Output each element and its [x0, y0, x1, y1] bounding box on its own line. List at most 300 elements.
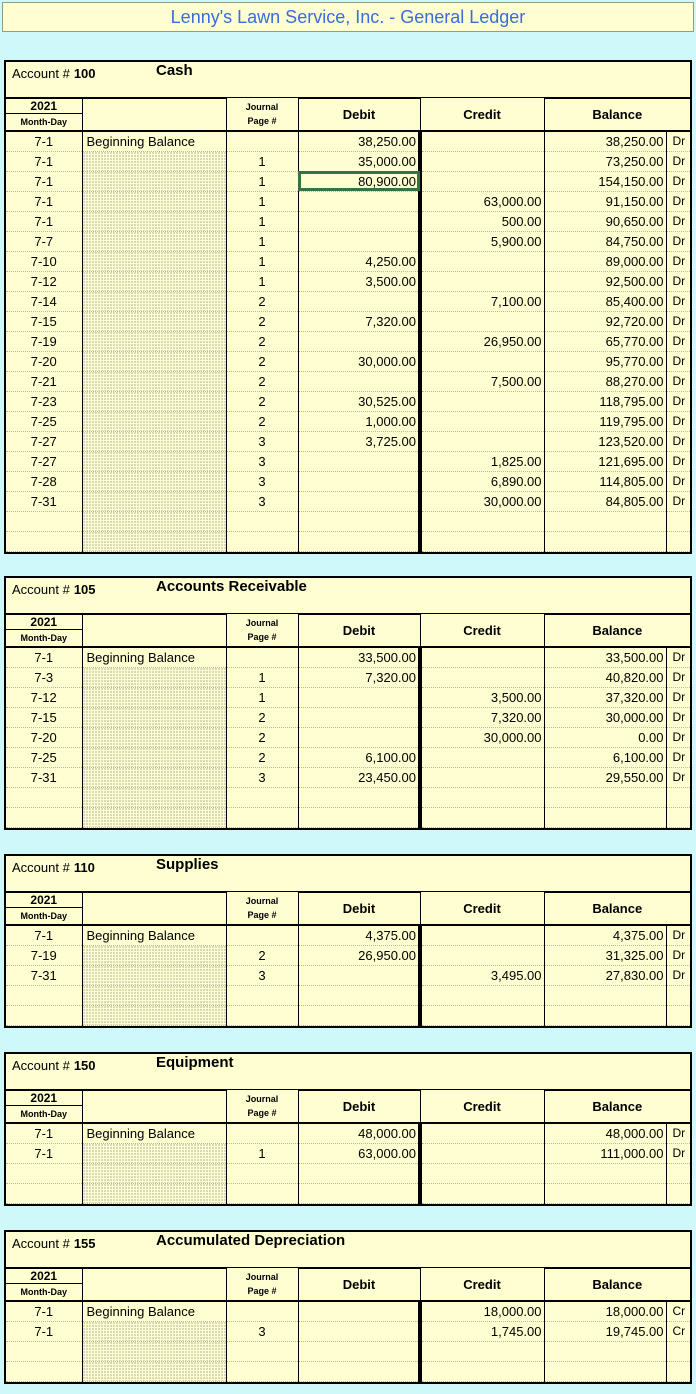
description-cell[interactable] [82, 171, 226, 191]
description-cell[interactable] [82, 985, 226, 1005]
journal-page-cell[interactable]: 3 [226, 431, 298, 451]
date-cell[interactable] [6, 1341, 82, 1361]
debit-cell[interactable] [298, 231, 420, 251]
date-cell[interactable]: 7-1 [6, 1143, 82, 1163]
journal-page-cell[interactable]: 3 [226, 965, 298, 985]
balance-cell[interactable]: 38,250.00 [544, 131, 666, 151]
debit-cell[interactable] [298, 985, 420, 1005]
description-cell[interactable] [82, 807, 226, 827]
journal-page-cell[interactable] [226, 531, 298, 551]
dr-cr-cell[interactable]: Dr [666, 451, 690, 471]
dr-cr-cell[interactable]: Dr [666, 945, 690, 965]
journal-page-cell[interactable]: 2 [226, 291, 298, 311]
balance-cell[interactable]: 111,000.00 [544, 1143, 666, 1163]
description-cell[interactable] [82, 271, 226, 291]
dr-cr-cell[interactable] [666, 531, 690, 551]
dr-cr-cell[interactable]: Dr [666, 491, 690, 511]
description-cell[interactable] [82, 687, 226, 707]
journal-page-cell[interactable] [226, 1183, 298, 1203]
dr-cr-cell[interactable]: Dr [666, 191, 690, 211]
debit-cell[interactable]: 7,320.00 [298, 311, 420, 331]
date-cell[interactable]: 7-25 [6, 411, 82, 431]
description-cell[interactable] [82, 211, 226, 231]
date-cell[interactable]: 7-1 [6, 925, 82, 945]
balance-cell[interactable]: 48,000.00 [544, 1123, 666, 1143]
credit-cell[interactable] [420, 1341, 544, 1361]
journal-page-cell[interactable]: 2 [226, 311, 298, 331]
journal-page-cell[interactable] [226, 1341, 298, 1361]
debit-cell[interactable]: 3,725.00 [298, 431, 420, 451]
credit-cell[interactable]: 3,495.00 [420, 965, 544, 985]
credit-cell[interactable]: 18,000.00 [420, 1301, 544, 1321]
balance-cell[interactable]: 95,770.00 [544, 351, 666, 371]
dr-cr-cell[interactable] [666, 1163, 690, 1183]
date-cell[interactable]: 7-1 [6, 211, 82, 231]
dr-cr-cell[interactable]: Dr [666, 411, 690, 431]
credit-cell[interactable] [420, 391, 544, 411]
credit-cell[interactable] [420, 767, 544, 787]
balance-cell[interactable]: 114,805.00 [544, 471, 666, 491]
date-cell[interactable]: 7-15 [6, 707, 82, 727]
balance-cell[interactable] [544, 1163, 666, 1183]
dr-cr-cell[interactable]: Dr [666, 431, 690, 451]
credit-cell[interactable]: 6,890.00 [420, 471, 544, 491]
date-cell[interactable]: 7-20 [6, 727, 82, 747]
description-cell[interactable] [82, 1143, 226, 1163]
date-cell[interactable]: 7-1 [6, 131, 82, 151]
debit-cell[interactable] [298, 191, 420, 211]
debit-cell[interactable] [298, 331, 420, 351]
journal-page-cell[interactable]: 1 [226, 1143, 298, 1163]
journal-page-cell[interactable]: 1 [226, 171, 298, 191]
description-cell[interactable] [82, 471, 226, 491]
debit-cell[interactable] [298, 787, 420, 807]
description-cell[interactable] [82, 965, 226, 985]
balance-cell[interactable] [544, 1005, 666, 1025]
date-cell[interactable]: 7-14 [6, 291, 82, 311]
balance-cell[interactable]: 119,795.00 [544, 411, 666, 431]
journal-page-cell[interactable]: 1 [226, 667, 298, 687]
date-cell[interactable]: 7-27 [6, 431, 82, 451]
date-cell[interactable] [6, 531, 82, 551]
credit-cell[interactable] [420, 1123, 544, 1143]
debit-cell[interactable]: 26,950.00 [298, 945, 420, 965]
dr-cr-cell[interactable]: Cr [666, 1301, 690, 1321]
balance-cell[interactable] [544, 511, 666, 531]
dr-cr-cell[interactable] [666, 787, 690, 807]
credit-cell[interactable] [420, 1183, 544, 1203]
credit-cell[interactable] [420, 251, 544, 271]
credit-cell[interactable]: 1,825.00 [420, 451, 544, 471]
credit-cell[interactable] [420, 1143, 544, 1163]
dr-cr-cell[interactable] [666, 807, 690, 827]
journal-page-cell[interactable] [226, 925, 298, 945]
credit-cell[interactable]: 500.00 [420, 211, 544, 231]
description-cell[interactable]: Beginning Balance [82, 1123, 226, 1143]
debit-cell[interactable] [298, 531, 420, 551]
credit-cell[interactable] [420, 1361, 544, 1381]
credit-cell[interactable] [420, 647, 544, 667]
dr-cr-cell[interactable]: Dr [666, 925, 690, 945]
dr-cr-cell[interactable]: Dr [666, 231, 690, 251]
journal-page-cell[interactable]: 2 [226, 351, 298, 371]
date-cell[interactable]: 7-21 [6, 371, 82, 391]
date-cell[interactable]: 7-12 [6, 271, 82, 291]
journal-page-cell[interactable] [226, 1301, 298, 1321]
description-cell[interactable] [82, 291, 226, 311]
journal-page-cell[interactable] [226, 1163, 298, 1183]
journal-page-cell[interactable]: 3 [226, 491, 298, 511]
journal-page-cell[interactable]: 1 [226, 191, 298, 211]
description-cell[interactable] [82, 391, 226, 411]
dr-cr-cell[interactable]: Dr [666, 687, 690, 707]
dr-cr-cell[interactable]: Dr [666, 131, 690, 151]
debit-cell[interactable] [298, 1163, 420, 1183]
credit-cell[interactable]: 30,000.00 [420, 491, 544, 511]
journal-page-cell[interactable]: 2 [226, 707, 298, 727]
credit-cell[interactable] [420, 667, 544, 687]
dr-cr-cell[interactable]: Dr [666, 371, 690, 391]
description-cell[interactable] [82, 191, 226, 211]
dr-cr-cell[interactable]: Dr [666, 351, 690, 371]
date-cell[interactable] [6, 807, 82, 827]
dr-cr-cell[interactable]: Dr [666, 311, 690, 331]
dr-cr-cell[interactable]: Dr [666, 727, 690, 747]
description-cell[interactable] [82, 491, 226, 511]
date-cell[interactable]: 7-20 [6, 351, 82, 371]
credit-cell[interactable] [420, 131, 544, 151]
balance-cell[interactable]: 18,000.00 [544, 1301, 666, 1321]
debit-cell[interactable]: 3,500.00 [298, 271, 420, 291]
debit-cell[interactable] [298, 451, 420, 471]
description-cell[interactable] [82, 1005, 226, 1025]
dr-cr-cell[interactable]: Dr [666, 965, 690, 985]
balance-cell[interactable]: 121,695.00 [544, 451, 666, 471]
date-cell[interactable]: 7-3 [6, 667, 82, 687]
date-cell[interactable] [6, 1005, 82, 1025]
dr-cr-cell[interactable] [666, 985, 690, 1005]
balance-cell[interactable]: 0.00 [544, 727, 666, 747]
debit-cell[interactable] [298, 727, 420, 747]
debit-cell[interactable] [298, 1005, 420, 1025]
debit-cell[interactable] [298, 1341, 420, 1361]
journal-page-cell[interactable]: 2 [226, 747, 298, 767]
debit-cell[interactable] [298, 1361, 420, 1381]
credit-cell[interactable] [420, 431, 544, 451]
date-cell[interactable] [6, 1361, 82, 1381]
description-cell[interactable] [82, 371, 226, 391]
description-cell[interactable] [82, 411, 226, 431]
journal-page-cell[interactable] [226, 985, 298, 1005]
description-cell[interactable] [82, 351, 226, 371]
credit-cell[interactable]: 5,900.00 [420, 231, 544, 251]
credit-cell[interactable] [420, 531, 544, 551]
debit-cell[interactable]: 48,000.00 [298, 1123, 420, 1143]
description-cell[interactable] [82, 231, 226, 251]
balance-cell[interactable]: 27,830.00 [544, 965, 666, 985]
journal-page-cell[interactable]: 2 [226, 945, 298, 965]
dr-cr-cell[interactable] [666, 1361, 690, 1381]
date-cell[interactable]: 7-1 [6, 647, 82, 667]
description-cell[interactable]: Beginning Balance [82, 131, 226, 151]
description-cell[interactable] [82, 767, 226, 787]
date-cell[interactable]: 7-27 [6, 451, 82, 471]
balance-cell[interactable] [544, 531, 666, 551]
date-cell[interactable]: 7-31 [6, 491, 82, 511]
date-cell[interactable]: 7-1 [6, 171, 82, 191]
description-cell[interactable] [82, 331, 226, 351]
date-cell[interactable]: 7-23 [6, 391, 82, 411]
description-cell[interactable] [82, 1341, 226, 1361]
credit-cell[interactable]: 3,500.00 [420, 687, 544, 707]
description-cell[interactable]: Beginning Balance [82, 925, 226, 945]
credit-cell[interactable] [420, 945, 544, 965]
debit-cell[interactable]: 6,100.00 [298, 747, 420, 767]
credit-cell[interactable]: 30,000.00 [420, 727, 544, 747]
journal-page-cell[interactable]: 2 [226, 727, 298, 747]
credit-cell[interactable]: 26,950.00 [420, 331, 544, 351]
description-cell[interactable] [82, 707, 226, 727]
dr-cr-cell[interactable]: Dr [666, 1143, 690, 1163]
dr-cr-cell[interactable]: Dr [666, 271, 690, 291]
debit-cell[interactable]: 4,250.00 [298, 251, 420, 271]
dr-cr-cell[interactable]: Dr [666, 171, 690, 191]
balance-cell[interactable]: 30,000.00 [544, 707, 666, 727]
journal-page-cell[interactable]: 2 [226, 411, 298, 431]
dr-cr-cell[interactable] [666, 511, 690, 531]
dr-cr-cell[interactable] [666, 1005, 690, 1025]
date-cell[interactable]: 7-12 [6, 687, 82, 707]
debit-cell[interactable] [298, 211, 420, 231]
dr-cr-cell[interactable]: Dr [666, 1123, 690, 1143]
journal-page-cell[interactable] [226, 787, 298, 807]
credit-cell[interactable]: 7,500.00 [420, 371, 544, 391]
journal-page-cell[interactable]: 2 [226, 371, 298, 391]
credit-cell[interactable]: 1,745.00 [420, 1321, 544, 1341]
date-cell[interactable]: 7-1 [6, 151, 82, 171]
date-cell[interactable]: 7-19 [6, 945, 82, 965]
balance-cell[interactable]: 85,400.00 [544, 291, 666, 311]
debit-cell[interactable]: 1,000.00 [298, 411, 420, 431]
debit-cell[interactable] [298, 371, 420, 391]
balance-cell[interactable]: 33,500.00 [544, 647, 666, 667]
debit-cell[interactable] [298, 471, 420, 491]
date-cell[interactable] [6, 511, 82, 531]
debit-cell[interactable] [298, 707, 420, 727]
debit-cell[interactable]: 63,000.00 [298, 1143, 420, 1163]
journal-page-cell[interactable] [226, 131, 298, 151]
credit-cell[interactable] [420, 311, 544, 331]
debit-cell[interactable] [298, 1301, 420, 1321]
credit-cell[interactable] [420, 351, 544, 371]
credit-cell[interactable] [420, 925, 544, 945]
credit-cell[interactable] [420, 985, 544, 1005]
debit-cell[interactable] [298, 1183, 420, 1203]
description-cell[interactable] [82, 1163, 226, 1183]
balance-cell[interactable] [544, 1341, 666, 1361]
balance-cell[interactable]: 88,270.00 [544, 371, 666, 391]
credit-cell[interactable] [420, 1163, 544, 1183]
balance-cell[interactable]: 90,650.00 [544, 211, 666, 231]
dr-cr-cell[interactable]: Dr [666, 647, 690, 667]
journal-page-cell[interactable] [226, 1123, 298, 1143]
balance-cell[interactable]: 65,770.00 [544, 331, 666, 351]
journal-page-cell[interactable]: 3 [226, 471, 298, 491]
balance-cell[interactable] [544, 787, 666, 807]
credit-cell[interactable] [420, 171, 544, 191]
debit-cell[interactable]: 7,320.00 [298, 667, 420, 687]
balance-cell[interactable] [544, 985, 666, 1005]
balance-cell[interactable] [544, 1183, 666, 1203]
balance-cell[interactable]: 37,320.00 [544, 687, 666, 707]
date-cell[interactable]: 7-15 [6, 311, 82, 331]
description-cell[interactable] [82, 251, 226, 271]
journal-page-cell[interactable]: 1 [226, 231, 298, 251]
journal-page-cell[interactable]: 2 [226, 391, 298, 411]
dr-cr-cell[interactable]: Dr [666, 707, 690, 727]
balance-cell[interactable]: 19,745.00 [544, 1321, 666, 1341]
credit-cell[interactable]: 7,320.00 [420, 707, 544, 727]
credit-cell[interactable] [420, 1005, 544, 1025]
dr-cr-cell[interactable]: Dr [666, 151, 690, 171]
balance-cell[interactable] [544, 807, 666, 827]
date-cell[interactable] [6, 787, 82, 807]
dr-cr-cell[interactable]: Dr [666, 471, 690, 491]
credit-cell[interactable] [420, 151, 544, 171]
debit-cell[interactable]: 38,250.00 [298, 131, 420, 151]
journal-page-cell[interactable] [226, 807, 298, 827]
description-cell[interactable] [82, 151, 226, 171]
debit-cell[interactable]: 30,000.00 [298, 351, 420, 371]
balance-cell[interactable]: 154,150.00 [544, 171, 666, 191]
journal-page-cell[interactable]: 3 [226, 767, 298, 787]
dr-cr-cell[interactable]: Dr [666, 251, 690, 271]
description-cell[interactable]: Beginning Balance [82, 647, 226, 667]
description-cell[interactable] [82, 431, 226, 451]
description-cell[interactable] [82, 511, 226, 531]
balance-cell[interactable]: 89,000.00 [544, 251, 666, 271]
journal-page-cell[interactable]: 1 [226, 271, 298, 291]
dr-cr-cell[interactable] [666, 1341, 690, 1361]
balance-cell[interactable]: 29,550.00 [544, 767, 666, 787]
balance-cell[interactable]: 123,520.00 [544, 431, 666, 451]
description-cell[interactable] [82, 1361, 226, 1381]
description-cell[interactable] [82, 311, 226, 331]
date-cell[interactable]: 7-1 [6, 1321, 82, 1341]
balance-cell[interactable] [544, 1361, 666, 1381]
date-cell[interactable]: 7-1 [6, 191, 82, 211]
debit-cell[interactable] [298, 687, 420, 707]
date-cell[interactable] [6, 985, 82, 1005]
journal-page-cell[interactable]: 1 [226, 251, 298, 271]
dr-cr-cell[interactable]: Dr [666, 767, 690, 787]
dr-cr-cell[interactable]: Dr [666, 291, 690, 311]
journal-page-cell[interactable] [226, 511, 298, 531]
description-cell[interactable] [82, 667, 226, 687]
credit-cell[interactable] [420, 787, 544, 807]
journal-page-cell[interactable] [226, 1005, 298, 1025]
journal-page-cell[interactable]: 2 [226, 331, 298, 351]
date-cell[interactable]: 7-28 [6, 471, 82, 491]
journal-page-cell[interactable]: 1 [226, 211, 298, 231]
debit-cell[interactable] [298, 965, 420, 985]
credit-cell[interactable] [420, 511, 544, 531]
debit-cell[interactable] [298, 807, 420, 827]
debit-cell[interactable]: 33,500.00 [298, 647, 420, 667]
journal-page-cell[interactable] [226, 647, 298, 667]
dr-cr-cell[interactable] [666, 1183, 690, 1203]
description-cell[interactable] [82, 945, 226, 965]
date-cell[interactable]: 7-19 [6, 331, 82, 351]
debit-cell[interactable] [298, 291, 420, 311]
date-cell[interactable] [6, 1183, 82, 1203]
description-cell[interactable] [82, 531, 226, 551]
description-cell[interactable] [82, 727, 226, 747]
dr-cr-cell[interactable]: Dr [666, 331, 690, 351]
description-cell[interactable] [82, 1321, 226, 1341]
date-cell[interactable]: 7-1 [6, 1301, 82, 1321]
debit-cell[interactable]: 80,900.00 [298, 171, 420, 191]
date-cell[interactable]: 7-25 [6, 747, 82, 767]
debit-cell[interactable]: 4,375.00 [298, 925, 420, 945]
debit-cell[interactable]: 23,450.00 [298, 767, 420, 787]
journal-page-cell[interactable]: 3 [226, 1321, 298, 1341]
dr-cr-cell[interactable]: Dr [666, 747, 690, 767]
journal-page-cell[interactable]: 3 [226, 451, 298, 471]
balance-cell[interactable]: 92,720.00 [544, 311, 666, 331]
credit-cell[interactable] [420, 271, 544, 291]
balance-cell[interactable]: 92,500.00 [544, 271, 666, 291]
credit-cell[interactable]: 63,000.00 [420, 191, 544, 211]
description-cell[interactable]: Beginning Balance [82, 1301, 226, 1321]
credit-cell[interactable]: 7,100.00 [420, 291, 544, 311]
dr-cr-cell[interactable]: Dr [666, 667, 690, 687]
debit-cell[interactable]: 35,000.00 [298, 151, 420, 171]
balance-cell[interactable]: 84,805.00 [544, 491, 666, 511]
balance-cell[interactable]: 31,325.00 [544, 945, 666, 965]
journal-page-cell[interactable] [226, 1361, 298, 1381]
balance-cell[interactable]: 6,100.00 [544, 747, 666, 767]
date-cell[interactable] [6, 1163, 82, 1183]
description-cell[interactable] [82, 787, 226, 807]
debit-cell[interactable]: 30,525.00 [298, 391, 420, 411]
date-cell[interactable]: 7-10 [6, 251, 82, 271]
date-cell[interactable]: 7-1 [6, 1123, 82, 1143]
debit-cell[interactable] [298, 491, 420, 511]
description-cell[interactable] [82, 451, 226, 471]
balance-cell[interactable]: 73,250.00 [544, 151, 666, 171]
balance-cell[interactable]: 4,375.00 [544, 925, 666, 945]
date-cell[interactable]: 7-31 [6, 767, 82, 787]
balance-cell[interactable]: 40,820.00 [544, 667, 666, 687]
journal-page-cell[interactable]: 1 [226, 151, 298, 171]
dr-cr-cell[interactable]: Dr [666, 211, 690, 231]
balance-cell[interactable]: 91,150.00 [544, 191, 666, 211]
credit-cell[interactable] [420, 411, 544, 431]
credit-cell[interactable] [420, 807, 544, 827]
dr-cr-cell[interactable]: Cr [666, 1321, 690, 1341]
balance-cell[interactable]: 84,750.00 [544, 231, 666, 251]
date-cell[interactable]: 7-7 [6, 231, 82, 251]
credit-cell[interactable] [420, 747, 544, 767]
journal-page-cell[interactable]: 1 [226, 687, 298, 707]
description-cell[interactable] [82, 747, 226, 767]
debit-cell[interactable] [298, 511, 420, 531]
dr-cr-cell[interactable]: Dr [666, 391, 690, 411]
description-cell[interactable] [82, 1183, 226, 1203]
date-cell[interactable]: 7-31 [6, 965, 82, 985]
balance-cell[interactable]: 118,795.00 [544, 391, 666, 411]
